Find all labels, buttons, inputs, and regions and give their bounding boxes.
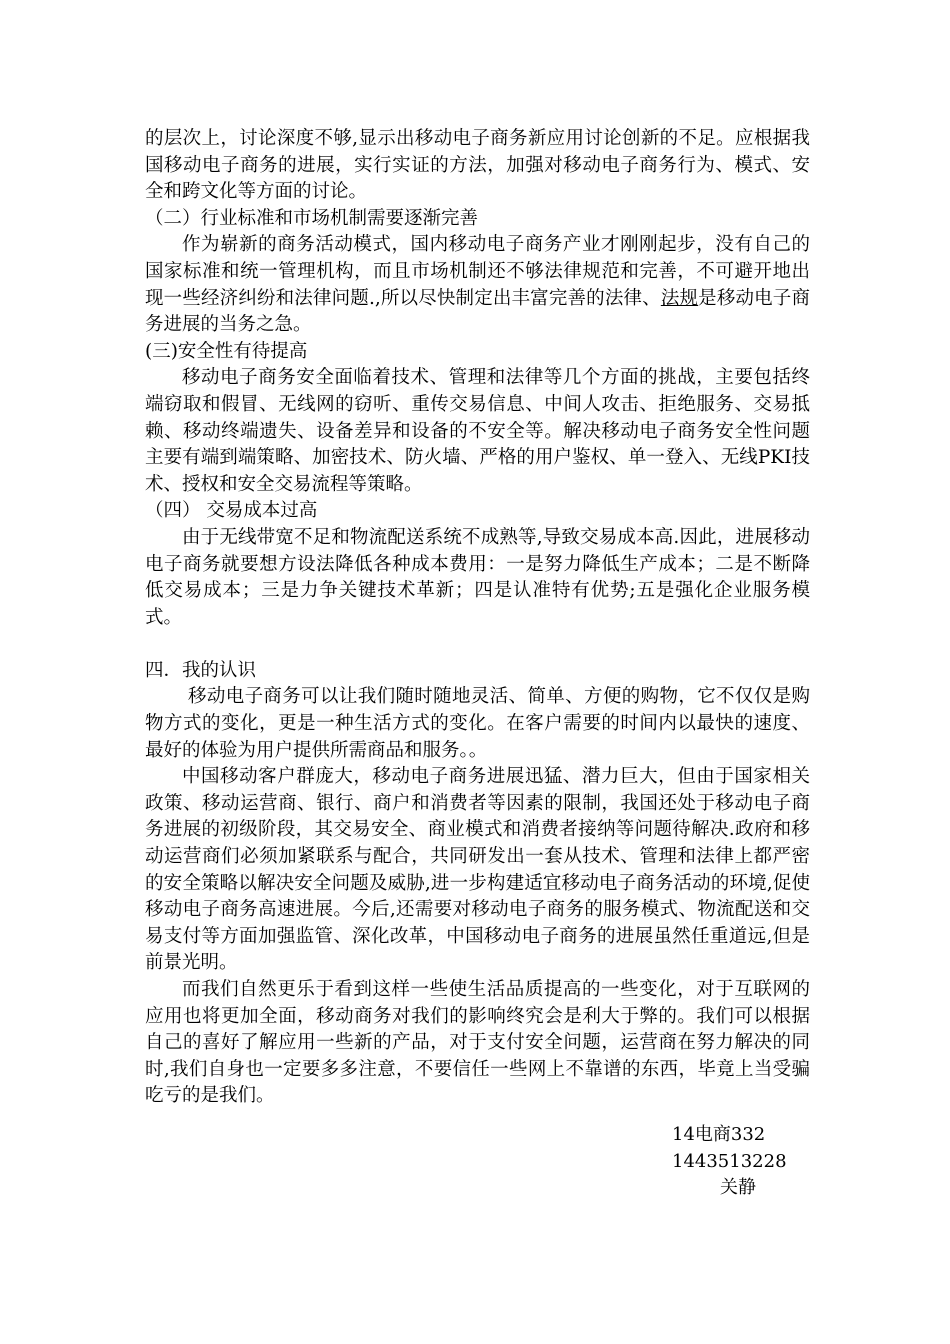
paragraph-standards-text: 作为崭新的商务活动模式，国内移动电子商务产业才刚刚起步，没有自己的国家标准和统一管理机构，而且市场机制还不够法律规范和完善，不可避开地出现一些经济纠纷和法律问题.,所以尽快制定出丰富完善的法律、 xyxy=(145,234,810,309)
paragraph-cost: 由于无线带宽不足和物流配送系统不成熟等,导致交易成本高.因此，进展移动电子商务就要想方设法降低各种成本费用：一是努力降低生产成本；二是不断降低交易成本；三是力争关键技术革新；四是认准特有优势;五是强化企业服务模式。 xyxy=(145,526,810,628)
section-heading-cost: （四） 交易成本过高 xyxy=(145,500,318,522)
paragraph-standards-tail: 是移动电子商务进展的当务之急。 xyxy=(145,287,810,336)
section-heading-my-view: 四．我的认识 xyxy=(145,659,257,681)
section-heading-security: (三)安全性有待提高 xyxy=(145,340,308,362)
paragraph-my-view-3: 而我们自然更乐于看到这样一些使生活品质提高的一些变化，对于互联网的应用也将更加全面，移动商务对我们的影响终究会是利大于弊的。我们可以根据自己的喜好了解应用一些新的产品，对于支付安全问题，运营商在努力解决的同时,我们自身也一定要多多注意，不要信任一些网上不靠谱的东西，毕竟上当受骗吃亏的是我们。 xyxy=(145,979,810,1107)
signature-block xyxy=(672,1122,787,1202)
signature-student-id: 1443513228 xyxy=(672,1150,787,1172)
paragraph-my-view-2: 中国移动客户群庞大，移动电子商务进展迅猛、潜力巨大，但由于国家相关政策、移动运营商、银行、商户和消费者等因素的限制，我国还处于移动电子商务进展的初级阶段，其交易安全、商业模式和消费者接纳等问题待解决.政府和移动运营商们必须加紧联系与配合，共同研发出一套从技术、管理和法律上都严密的安全策略以解决安全问题及威胁,进一步构建适宜移动电子商务活动的环境,促使移动电子商务高速进展。今后,还需要对移动电子商务的服务模式、物流配送和交易支付等方面加强监管、深化改革，中国移动电子商务的进展虽然任重道远,但是前景光明。 xyxy=(145,766,810,974)
signature-class: 14电商332 xyxy=(672,1124,766,1145)
paragraph-my-view-1: 移动电子商务可以让我们随时随地灵活、简单、方便的购物，它不仅仅是购物方式的变化，更是一种生活方式的变化。在客户需要的时间内以最快的速度、最好的体验为用户提供所需商品和服务。。 xyxy=(145,686,810,761)
section-heading-standards: （二）行业标准和市场机制需要逐渐完善 xyxy=(145,207,479,229)
regulations-link[interactable]: 法规 xyxy=(660,287,699,309)
document-body xyxy=(145,126,810,1110)
signature-name: 关静 xyxy=(720,1177,756,1198)
paragraph-security: 移动电子商务安全面临着技术、管理和法律等几个方面的挑战，主要包括终端窃取和假冒、无线网的窃听、重传交易信息、中间人攻击、拒绝服务、交易抵赖、移动终端遗失、设备差异和设备的不安全等。解决移动电子商务安全性问题主要有端到端策略、加密技术、防火墙、严格的用户鉴权、单一登入、无线PKI技术、授权和安全交易流程等策略。 xyxy=(145,367,810,495)
blank-line xyxy=(145,631,810,658)
paragraph-standards xyxy=(145,232,810,338)
intro-paragraph: 的层次上，讨论深度不够,显示出移动电子商务新应用讨论创新的不足。应根据我国移动电子商务的进展，实行实证的方法，加强对移动电子商务行为、模式、安全和跨文化等方面的讨论。 xyxy=(145,128,810,203)
